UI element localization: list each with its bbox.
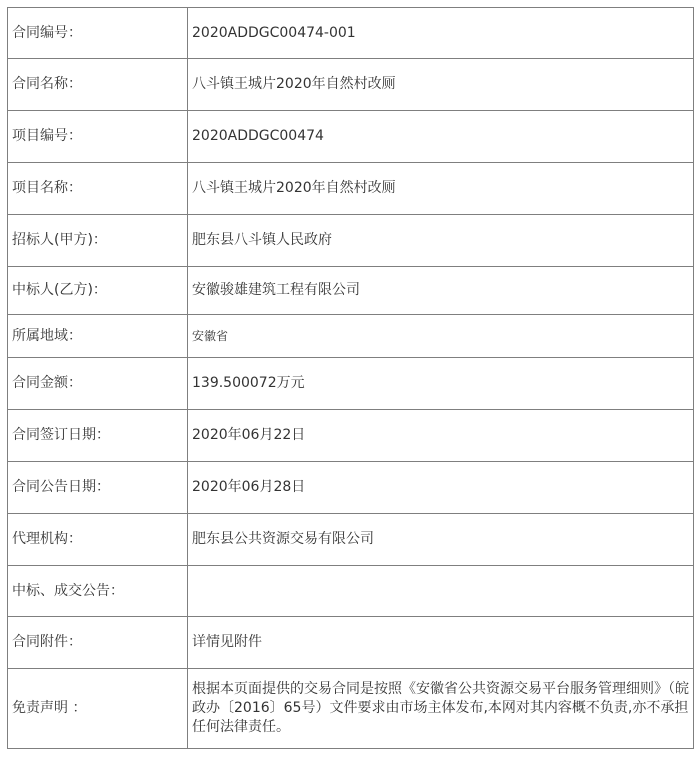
table-row (8, 462, 694, 514)
region: 安徽省 (188, 315, 694, 358)
row-label: 招标人(甲方)： (8, 215, 188, 267)
agency: 肥东县公共资源交易有限公司 (188, 514, 694, 566)
table-row (8, 215, 694, 267)
table-row (8, 267, 694, 315)
row-label: 中标、成交公告： (8, 566, 188, 617)
table-row (8, 8, 694, 59)
announcement-date: 2020年06月28日 (188, 462, 694, 514)
contract-number: 2020ADDGC00474-001 (188, 8, 694, 59)
table-row (8, 566, 694, 617)
row-label: 项目编号： (8, 111, 188, 163)
project-number: 2020ADDGC00474 (188, 111, 694, 163)
table-row (8, 410, 694, 462)
row-label: 中标人(乙方)： (8, 267, 188, 315)
table-row (8, 358, 694, 410)
tenderer: 肥东县八斗镇人民政府 (188, 215, 694, 267)
disclaimer: 根据本页面提供的交易合同是按照《安徽省公共资源交易平台服务管理细则》（皖政办〔2016〕65号）文件要求由市场主体发布,本网对其内容概不负责,亦不承担任何法律责任。 (188, 669, 694, 749)
winning-bidder: 安徽骏雄建筑工程有限公司 (188, 267, 694, 315)
row-label: 合同金额： (8, 358, 188, 410)
row-label: 合同编号： (8, 8, 188, 59)
table-row (8, 669, 694, 749)
contract-name: 八斗镇王城片2020年自然村改厕 (188, 59, 694, 111)
table-row (8, 617, 694, 669)
table-row (8, 111, 694, 163)
award-announcement[interactable] (188, 566, 694, 617)
row-label: 项目名称： (8, 163, 188, 215)
row-label: 合同附件： (8, 617, 188, 669)
table-row (8, 163, 694, 215)
row-label: 合同公告日期： (8, 462, 188, 514)
contract-amount: 139.500072万元 (188, 358, 694, 410)
project-name: 八斗镇王城片2020年自然村改厕 (188, 163, 694, 215)
row-label: 合同签订日期： (8, 410, 188, 462)
row-label: 免责声明 ： (8, 669, 188, 749)
row-label: 所属地域： (8, 315, 188, 358)
signing-date: 2020年06月22日 (188, 410, 694, 462)
table-row (8, 315, 694, 358)
table-row (8, 514, 694, 566)
row-label: 代理机构： (8, 514, 188, 566)
attachments: 详情见附件 (188, 617, 694, 669)
row-label: 合同名称： (8, 59, 188, 111)
table-row (8, 59, 694, 111)
contract-info-table (7, 7, 694, 749)
